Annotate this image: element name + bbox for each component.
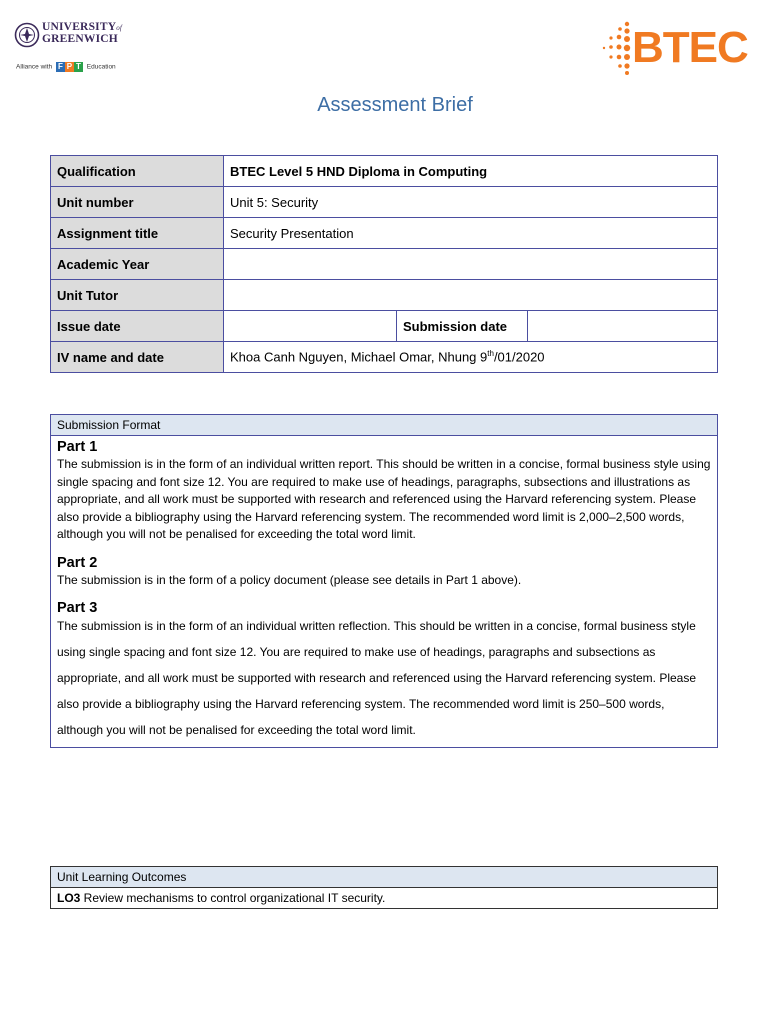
- alliance-prefix: Alliance with: [16, 63, 53, 71]
- university-name: [42, 22, 122, 45]
- part1-text: The submission is in the form of an individual written report. This should be written in a concise, formal business style using single spacing and font size 12. You are required to make use of headings, paragraphs, subsections and illustrations as appropriate, and all work must be supported with research and referenced using the Harvard referencing system. Please also provide a bibliography using the Harvard referencing system. The recommended word limit is 2,000–2,500 words, although you will not be penalised for exceeding the total word limit.: [57, 457, 711, 541]
- iv-date: /01/2020: [493, 349, 545, 365]
- issue-date-label: Issue date: [51, 311, 224, 342]
- part2-text: The submission is in the form of a policy document (please see details in Part 1 above).: [57, 572, 522, 587]
- part1-title: Part 1: [57, 439, 98, 455]
- fpt-logo: [56, 62, 83, 72]
- qualification-label: Qualification: [51, 156, 224, 187]
- learning-outcomes-header: Unit Learning Outcomes: [51, 867, 718, 888]
- fpt-letter-f: F: [56, 62, 65, 72]
- btec-logo: [600, 20, 755, 76]
- btec-dots-icon: [600, 20, 634, 76]
- unit-tutor-row: [51, 280, 718, 311]
- academic-year-label: Academic Year: [51, 249, 224, 280]
- university-of-greenwich-logo: [14, 18, 124, 78]
- academic-year-row: [51, 249, 718, 280]
- iv-value: [224, 342, 718, 373]
- submission-format-table: [50, 414, 718, 748]
- lo3-code: LO3: [57, 891, 81, 905]
- issue-date-value: [224, 311, 397, 342]
- university-name-of: of: [116, 24, 123, 32]
- submission-date-label: Submission date: [397, 311, 528, 342]
- unit-number-row: [51, 187, 718, 218]
- lo3-text: Review mechanisms to control organizational IT security.: [80, 891, 386, 905]
- assignment-title-label: Assignment title: [51, 218, 224, 249]
- university-crest-icon: [14, 22, 40, 48]
- iv-label: IV name and date: [51, 342, 224, 373]
- academic-year-value: [224, 249, 718, 280]
- submission-format-body: [51, 436, 718, 748]
- qualification-value: BTEC Level 5 HND Diploma in Computing: [224, 156, 718, 187]
- part3-text: The submission is in the form of an individual written reflection. This should be written in a concise, formal business style using single spacing and font size 12. You are required to make use of headings, paragraphs and subsections as appropriate, and all work must be supported with research and referenced using the Harvard referencing system. Please also provide a bibliography using the Harvard referencing system. The recommended word limit is 250–500 words, although you will not be penalised for exceeding the total word limit.: [57, 619, 697, 737]
- iv-date-suffix: th: [487, 349, 494, 359]
- unit-number-label: Unit number: [51, 187, 224, 218]
- unit-tutor-label: Unit Tutor: [51, 280, 224, 311]
- assignment-title-row: [51, 218, 718, 249]
- alliance-line: [16, 62, 116, 72]
- part3-title: Part 3: [57, 600, 98, 616]
- unit-tutor-value: [224, 280, 718, 311]
- submission-format-header: Submission Format: [51, 415, 718, 436]
- assignment-title-value: Security Presentation: [224, 218, 718, 249]
- qualification-row: [51, 156, 718, 187]
- iv-row: [51, 342, 718, 373]
- dates-row: [51, 311, 718, 342]
- lo3-row: [51, 888, 718, 909]
- alliance-suffix: Education: [86, 63, 116, 71]
- unit-number-value: Unit 5: Security: [224, 187, 718, 218]
- university-name-line2: GREENWICH: [42, 33, 118, 45]
- submission-date-value: [528, 311, 718, 342]
- iv-names: Khoa Canh Nguyen, Michael Omar, Nhung 9: [230, 349, 488, 365]
- learning-outcomes-table: [50, 866, 718, 909]
- fpt-letter-t: T: [74, 62, 83, 72]
- assessment-info-table: [50, 155, 718, 373]
- part2-title: Part 2: [57, 554, 98, 571]
- fpt-letter-p: P: [66, 62, 73, 71]
- page-title: Assessment Brief: [317, 94, 473, 116]
- university-name-line1: UNIVERSITY: [42, 21, 117, 33]
- btec-wordmark: BTEC: [632, 23, 748, 72]
